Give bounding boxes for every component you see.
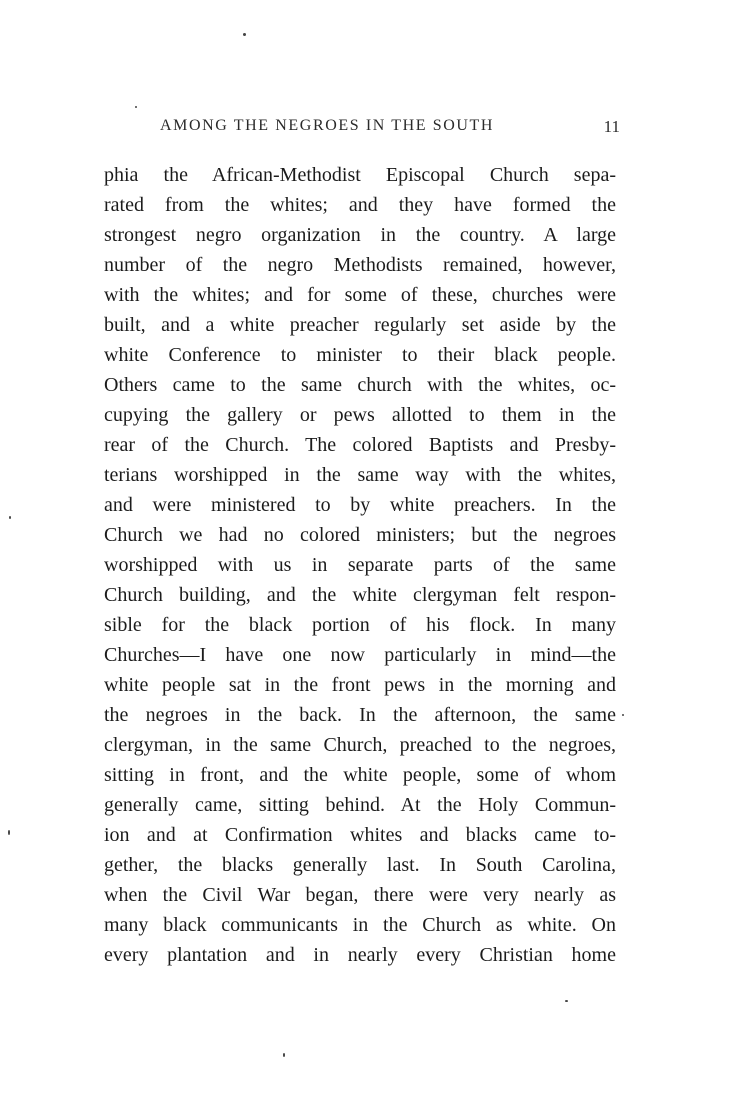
text-line: rated from the whites; and they have formed the: [104, 194, 616, 216]
scan-speck: [135, 106, 137, 108]
text-line: rear of the Church. The colored Baptists and Presby-: [104, 434, 616, 456]
text-line: sible for the black portion of his flock. In many: [104, 614, 616, 636]
scan-speck: [243, 33, 246, 36]
text-line: terians worshipped in the same way with the whites,: [104, 464, 616, 486]
text-line: cupying the gallery or pews allotted to them in the: [104, 404, 616, 426]
text-line: Churches—I have one now particularly in mind—the: [104, 644, 616, 666]
scan-speck: [9, 516, 11, 519]
text-line: Church building, and the white clergyman felt respon-: [104, 584, 616, 606]
text-line: Church we had no colored ministers; but the negroes: [104, 524, 616, 546]
text-line: generally came, sitting behind. At the Holy Commun-: [104, 794, 616, 816]
text-line: clergyman, in the same Church, preached to the negroes,: [104, 734, 616, 756]
text-line: every plantation and in nearly every Christian home: [104, 944, 616, 966]
scan-speck: [622, 714, 624, 716]
running-header: [160, 117, 620, 141]
text-line: the negroes in the back. In the afternoon, the same: [104, 704, 616, 726]
text-line: when the Civil War began, there were very nearly as: [104, 884, 616, 906]
body-text: [104, 160, 616, 970]
text-line: worshipped with us in separate parts of the same: [104, 554, 616, 576]
text-line: strongest negro organization in the country. A large: [104, 224, 616, 246]
scan-speck: [283, 1053, 285, 1057]
text-line: sitting in front, and the white people, some of whom: [104, 764, 616, 786]
text-line: Others came to the same church with the whites, oc-: [104, 374, 616, 396]
text-line: ion and at Confirmation whites and blacks came to-: [104, 824, 616, 846]
text-line: with the whites; and for some of these, churches were: [104, 284, 616, 306]
text-line: many black communicants in the Church as white. On: [104, 914, 616, 936]
text-line: white people sat in the front pews in the morning and: [104, 674, 616, 696]
text-line: built, and a white preacher regularly set aside by the: [104, 314, 616, 336]
page-number: 11: [603, 117, 620, 136]
running-title: AMONG THE NEGROES IN THE SOUTH: [160, 117, 495, 134]
scan-speck: [8, 830, 10, 835]
scan-speck: [565, 1000, 568, 1002]
text-line: number of the negro Methodists remained, however,: [104, 254, 616, 276]
text-line: and were ministered to by white preachers. In the: [104, 494, 616, 516]
text-line: gether, the blacks generally last. In South Carolina,: [104, 854, 616, 876]
text-line: white Conference to minister to their black people.: [104, 344, 616, 366]
text-line: phia the African-Methodist Episcopal Church sepa-: [104, 164, 616, 186]
